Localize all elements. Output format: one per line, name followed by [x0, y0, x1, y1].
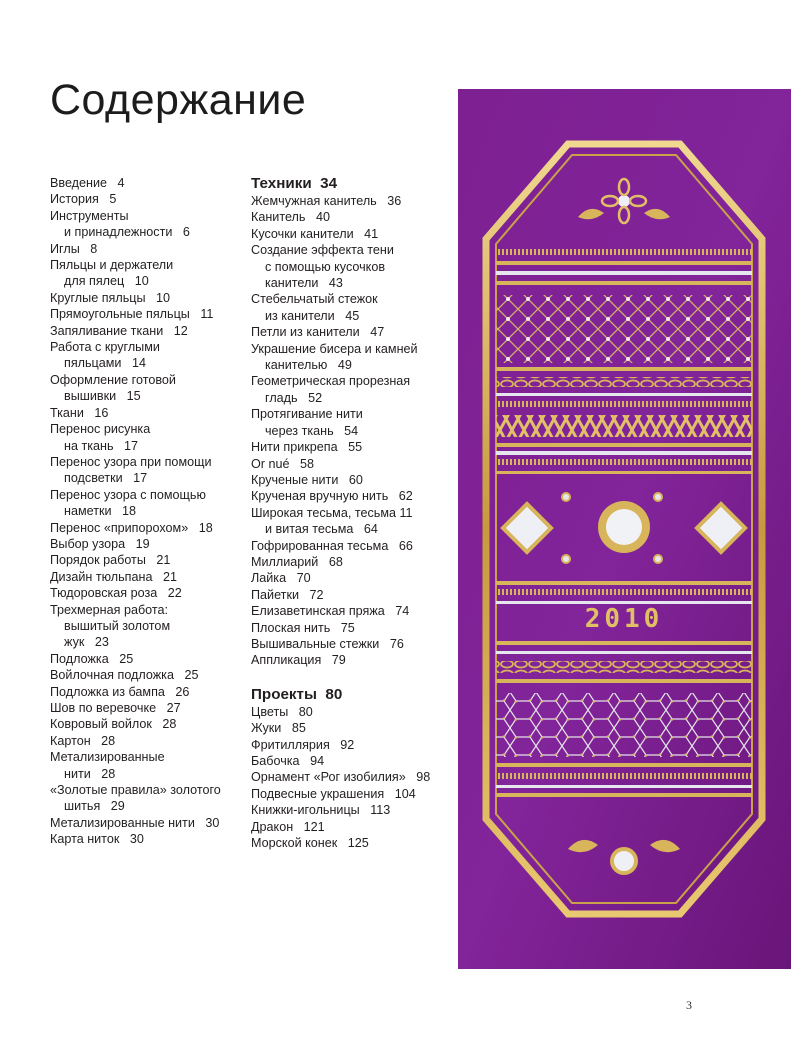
toc-entry-page: 28 [162, 717, 177, 732]
toc-entry[interactable] [50, 372, 240, 405]
toc-entry-title: Войлочная подложка [50, 668, 174, 683]
toc-entry-title: подсветки [64, 471, 123, 486]
toc-entry-page: 14 [131, 356, 146, 371]
toc-entry-page: 5 [109, 192, 117, 207]
toc-entry-page: 17 [133, 471, 148, 486]
toc-entry-title: Канитель [251, 210, 306, 225]
toc-entry-title: через ткань [265, 423, 334, 438]
page-number: 3 [686, 998, 692, 1012]
toc-entry[interactable] [50, 749, 240, 782]
toc-entry-title: Орнамент «Рог изобилия» [251, 770, 406, 785]
toc-entry-page: 72 [309, 587, 324, 602]
toc-entry-title: Петли из канители [251, 325, 360, 340]
toc-entry-page: 23 [94, 635, 109, 650]
toc-entry-title: Ковровый войлок [50, 717, 152, 732]
toc-entry-page: 94 [310, 754, 325, 768]
toc-entry-title: Цветы [251, 704, 289, 719]
toc-entry-title: Геометрическая прорезная [251, 374, 411, 389]
toc-entry-title: Картон [50, 733, 91, 748]
embroidered-year: 2010 [584, 604, 664, 634]
toc-entry-page: 70 [296, 571, 311, 586]
toc-entry-title: Широкая тесьма, тесьма 11 [251, 505, 413, 520]
section-heading-projects[interactable] [251, 686, 451, 704]
toc-entry[interactable] [50, 487, 240, 520]
toc-entry-page: 80 [298, 704, 313, 719]
toc-entry-title: канителью [265, 358, 328, 373]
section-title: Проекты [251, 685, 317, 703]
toc-entry-title: Перенос узора при помощи [50, 454, 212, 469]
toc-entry-page: 49 [337, 358, 352, 373]
toc-entry[interactable] [50, 569, 240, 585]
toc-entry-title: Создание эффекта тени [251, 243, 394, 258]
toc-entry[interactable] [50, 520, 240, 536]
toc-entry[interactable] [251, 439, 451, 455]
toc-entry-page: 29 [110, 799, 125, 814]
toc-entry[interactable] [50, 602, 240, 651]
toc-entry-title: шитья [64, 799, 101, 814]
toc-entry-title: Кусочки канители [251, 226, 354, 241]
toc-entry[interactable] [251, 456, 451, 472]
toc-entry-page: 55 [348, 440, 363, 455]
toc-entry-page: 15 [126, 389, 141, 404]
toc-entry-page: 19 [135, 536, 150, 551]
toc-entry[interactable] [251, 406, 451, 439]
toc-entry[interactable] [50, 684, 240, 700]
toc-entry-page: 21 [156, 553, 171, 568]
toc-entry-page: 104 [394, 786, 416, 801]
toc-entry-title: пяльцами [64, 356, 122, 371]
toc-entry-title: Оформление готовой [50, 372, 176, 387]
toc-entry[interactable] [50, 290, 240, 306]
toc-entry-title: жук [64, 635, 85, 650]
toc-entry[interactable] [251, 753, 451, 769]
toc-entry-title: Плоская нить [251, 620, 331, 635]
toc-entry-title: Пяльцы и держатели [50, 258, 174, 273]
toc-entry-title: Порядок работы [50, 553, 146, 568]
toc-entry-title: Елизаветинская пряжа [251, 604, 385, 619]
toc-entry-title: Жуки [251, 721, 282, 736]
toc-entry-page: 10 [156, 290, 171, 305]
toc-entry[interactable] [50, 454, 240, 487]
toc-entry-title: гладь [265, 390, 298, 405]
toc-column-1 [50, 175, 240, 848]
toc-entry[interactable] [50, 782, 240, 815]
section-page: 80 [325, 685, 343, 703]
toc-entry-page: 11 [200, 307, 214, 322]
toc-entry-page: 54 [344, 423, 359, 438]
toc-entry-page: 18 [198, 520, 213, 535]
toc-entry[interactable] [251, 720, 451, 736]
toc-entry[interactable] [50, 815, 240, 831]
toc-entry-page: 43 [328, 276, 343, 291]
toc-entry-page: 21 [162, 569, 177, 584]
toc-entry[interactable] [251, 636, 451, 652]
toc-entry-page: 17 [124, 438, 139, 453]
toc-entry-title: нити [64, 766, 91, 781]
toc-entry-page: 10 [134, 274, 149, 289]
page-title: Содержание [50, 76, 307, 124]
toc-entry-title: Работа с круглыми [50, 340, 160, 355]
toc-entry-page: 36 [387, 194, 402, 208]
toc-entry[interactable] [50, 405, 240, 421]
toc-entry-title: на ткань [64, 438, 114, 453]
toc-entry[interactable] [50, 700, 240, 716]
toc-entry-title: Бабочка [251, 754, 300, 768]
toc-entry-page: 64 [363, 522, 378, 537]
toc-entry[interactable] [50, 651, 240, 667]
toc-entry-page: 16 [94, 405, 109, 420]
toc-entry-page: 75 [340, 620, 355, 635]
toc-entry[interactable] [251, 769, 451, 785]
toc-entry-title: Введение [50, 176, 108, 190]
toc-entry-title: канители [265, 276, 319, 291]
toc-entry-page: 27 [166, 701, 181, 715]
toc-list-techniques [251, 193, 451, 669]
toc-entry-title: наметки [64, 504, 112, 519]
toc-entry-page: 74 [395, 604, 410, 619]
toc-entry-page: 6 [182, 225, 190, 240]
toc-entry-title: Инструменты [50, 208, 129, 223]
toc-entry-title: История [50, 192, 99, 207]
toc-entry-title: вышивки [64, 389, 117, 404]
toc-entry[interactable] [251, 786, 451, 802]
toc-entry[interactable] [50, 716, 240, 732]
toc-column-2 [251, 175, 451, 851]
toc-entry[interactable] [50, 667, 240, 683]
toc-entry-title: Дизайн тюльпана [50, 569, 153, 584]
toc-entry-page: 52 [308, 390, 323, 405]
toc-entry[interactable] [251, 209, 451, 225]
toc-entry-page: 8 [90, 241, 98, 256]
toc-entry-title: Пайетки [251, 587, 299, 602]
toc-entry[interactable] [251, 324, 451, 340]
toc-entry-page: 76 [389, 636, 404, 651]
toc-entry-title: Перенос узора с помощью [50, 487, 206, 502]
toc-entry-title: Прямоугольные пяльцы [50, 307, 190, 322]
toc-entry[interactable] [251, 554, 451, 570]
toc-entry[interactable] [251, 193, 451, 209]
toc-entry[interactable] [50, 208, 240, 241]
toc-entry-page: 22 [167, 586, 182, 601]
toc-entry[interactable] [50, 241, 240, 257]
toc-entry[interactable] [50, 175, 240, 191]
toc-entry[interactable] [50, 339, 240, 372]
toc-entry[interactable] [50, 733, 240, 749]
toc-entry-page: 85 [291, 721, 306, 736]
toc-entry-title: Протягивание нити [251, 407, 363, 422]
toc-entry-title: Жемчужная канитель [251, 194, 377, 208]
toc-list-projects [251, 704, 451, 852]
toc-entry-title: Запяливание ткани [50, 323, 164, 338]
toc-entry-title: Морской конек [251, 836, 338, 851]
toc-entry-page: 79 [331, 653, 346, 668]
toc-entry-page: 28 [101, 766, 116, 781]
toc-entry-page: 30 [205, 815, 220, 830]
toc-entry-page: 26 [175, 684, 190, 699]
toc-entry-page: 18 [122, 504, 137, 519]
toc-entry[interactable] [50, 306, 240, 322]
toc-entry-title: Нити прикрепа [251, 440, 338, 455]
toc-entry[interactable] [251, 291, 451, 324]
toc-entry-page: 66 [398, 538, 413, 553]
toc-entry-title: Книжки-игольницы [251, 803, 360, 818]
toc-entry[interactable] [50, 552, 240, 568]
toc-entry-page: 28 [101, 733, 116, 748]
toc-entry[interactable] [251, 242, 451, 291]
toc-entry[interactable] [50, 536, 240, 552]
section-heading-techniques[interactable] [251, 175, 451, 193]
toc-entry-page: 121 [303, 819, 325, 834]
toc-entry[interactable] [251, 620, 451, 636]
toc-entry-page: 60 [348, 472, 363, 487]
toc-entry[interactable] [50, 831, 240, 847]
toc-entry[interactable] [251, 835, 451, 851]
toc-entry[interactable] [251, 373, 451, 406]
toc-entry[interactable] [251, 652, 451, 668]
toc-entry-title: Дракон [251, 819, 294, 834]
toc-entry-page: 113 [370, 803, 391, 818]
toc-entry-page: 12 [173, 323, 188, 338]
toc-entry[interactable] [251, 819, 451, 835]
toc-entry-title: Гофрированная тесьма [251, 538, 389, 553]
toc-entry[interactable] [251, 226, 451, 242]
toc-entry-title: «Золотые правила» золотого [50, 783, 221, 798]
toc-entry-title: вышитый золотом [64, 618, 171, 633]
toc-entry-page: 41 [364, 226, 379, 241]
toc-entry-page: 25 [184, 668, 199, 683]
toc-entry[interactable] [251, 472, 451, 488]
toc-entry[interactable] [50, 421, 240, 454]
goldwork-embroidery-photo [458, 89, 791, 969]
toc-entry-title: Вышивальные стежки [251, 636, 380, 651]
toc-entry[interactable] [251, 341, 451, 374]
toc-entry-title: Ткани [50, 405, 84, 420]
toc-entry[interactable] [50, 585, 240, 601]
toc-entry-page: 58 [300, 456, 315, 471]
toc-entry-page: 4 [117, 176, 125, 190]
toc-entry-title: Перенос «припорохом» [50, 520, 189, 535]
toc-entry-title: Метализированные [50, 750, 165, 765]
toc-entry-title: из канители [265, 308, 335, 323]
toc-entry-title: Подвесные украшения [251, 786, 385, 801]
toc-entry-page: 98 [416, 770, 431, 785]
toc-entry[interactable] [50, 191, 240, 207]
toc-entry-title: с помощью кусочков [265, 259, 386, 274]
toc-entry-title: Подложка из бампа [50, 684, 165, 699]
toc-entry-title: Украшение бисера и камней [251, 341, 418, 356]
toc-entry-page: 62 [398, 489, 413, 504]
toc-entry-page: 40 [315, 210, 330, 225]
toc-entry-title: Крученая вручную нить [251, 489, 389, 504]
toc-entry[interactable] [50, 323, 240, 339]
toc-entry-title: Иглы [50, 241, 80, 256]
toc-entry-title: Выбор узора [50, 536, 126, 551]
toc-entry-title: Метализированные нити [50, 815, 195, 830]
toc-entry-title: Тюдоровская роза [50, 586, 158, 601]
toc-entry-title: Стебельчатый стежок [251, 292, 378, 307]
toc-entry[interactable] [251, 737, 451, 753]
toc-entry-title: Or nué [251, 456, 290, 471]
toc-entry-title: Лайка [251, 571, 287, 586]
toc-entry-page: 125 [347, 836, 369, 851]
toc-entry-title: Трехмерная работа: [50, 602, 169, 617]
toc-entry-page: 25 [119, 651, 134, 666]
toc-entry-title: Фритиллярия [251, 737, 330, 752]
toc-entry-title: Аппликация [251, 653, 322, 668]
toc-entry-title: Миллиарий [251, 554, 319, 569]
toc-entry-title: Круглые пяльцы [50, 290, 146, 305]
toc-entry-title: Шов по веревочке [50, 701, 157, 715]
toc-entry[interactable] [251, 488, 451, 504]
toc-entry-title: и витая тесьма [265, 522, 354, 537]
toc-entry-page: 45 [345, 308, 360, 323]
toc-entry[interactable] [251, 505, 451, 538]
toc-entry[interactable] [50, 257, 240, 290]
toc-entry-page: 68 [328, 554, 343, 569]
toc-entry[interactable] [251, 802, 451, 818]
toc-entry-page: 47 [370, 325, 385, 340]
toc-entry[interactable] [251, 538, 451, 554]
toc-entry-page: 30 [129, 832, 144, 847]
toc-entry-title: Карта ниток [50, 832, 120, 847]
toc-entry-title: Подложка [50, 651, 109, 666]
toc-entry-title: Крученые нити [251, 472, 339, 487]
toc-entry-title: и принадлежности [64, 225, 173, 240]
toc-entry[interactable] [251, 603, 451, 619]
section-title: Техники [251, 175, 312, 192]
toc-entry[interactable] [251, 570, 451, 586]
toc-entry-title: для пялец [64, 274, 125, 289]
section-page: 34 [320, 175, 338, 192]
toc-entry[interactable] [251, 704, 451, 720]
toc-entry-title: Перенос рисунка [50, 422, 151, 437]
toc-entry[interactable] [251, 587, 451, 603]
toc-entry-page: 92 [340, 737, 355, 752]
